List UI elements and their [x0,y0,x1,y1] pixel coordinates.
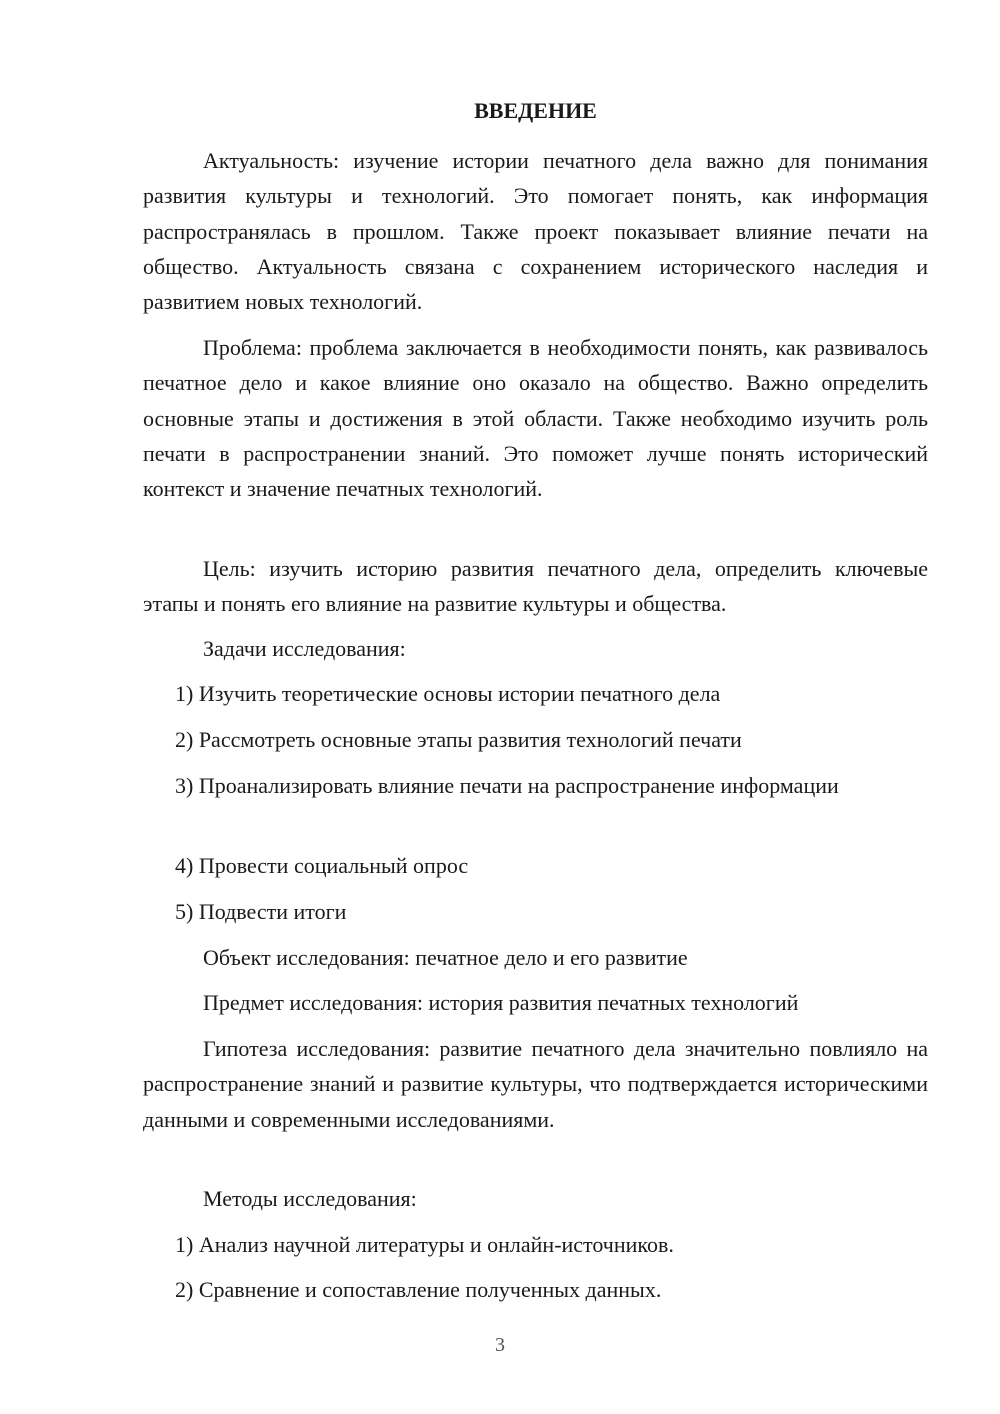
section-title: ВВЕДЕНИЕ [474,98,597,123]
task-item: 4) Провести социальный опрос [175,853,469,878]
problem-paragraph: Проблема: проблема заключается в необходимости понять, как развивалось печатное дело и какое влияние оно оказало на общество. Важно определить основные этапы и достижения в этой области. Также необходимо изучить роль печати в распространении знаний. Это поможет лучше понять исторический контекст и значение печатных технологий. [143,335,928,502]
object-paragraph: Объект исследования: печатное дело и его развитие [203,945,688,970]
task-item: 5) Подвести итоги [175,899,347,924]
page-number: 3 [495,1334,505,1356]
tasks-heading: Задачи исследования: [203,636,406,661]
subject-paragraph: Предмет исследования: история развития печатных технологий [203,990,799,1015]
hypothesis-paragraph: Гипотеза исследования: развитие печатного дела значительно повлияло на распространение знаний и развитие культуры, что подтверждается историческими данными и современными исследованиями. [143,1036,928,1132]
relevance-paragraph: Актуальность: изучение истории печатного дела важно для понимания развития культуры и технологий. Это помогает понять, как информация распространялась в прошлом. Также проект показывает влияние печати на общество. Актуальность связана с сохранением исторического наследия и развитием новых технологий. [143,148,928,315]
methods-heading: Методы исследования: [203,1186,417,1211]
task-item: 3) Проанализировать влияние печати на распространение информации [175,773,839,798]
method-item: 2) Сравнение и сопоставление полученных данных. [175,1277,662,1302]
task-item: 1) Изучить теоретические основы истории печатного дела [175,681,721,706]
goal-paragraph: Цель: изучить историю развития печатного дела, определить ключевые этапы и понять его влияние на развитие культуры и общества. [143,556,928,617]
method-item: 1) Анализ научной литературы и онлайн-источников. [175,1232,674,1257]
task-item: 2) Рассмотреть основные этапы развития технологий печати [175,727,742,752]
